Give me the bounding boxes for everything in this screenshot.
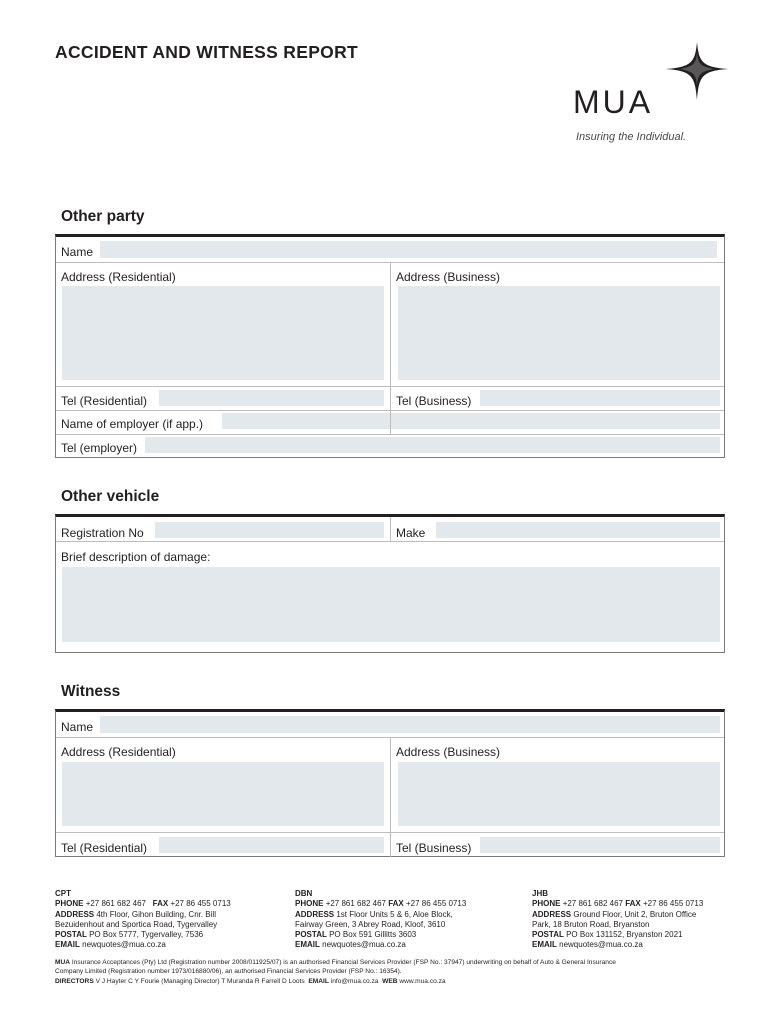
section-title-witness: Witness — [61, 683, 121, 700]
registration-label: Registration No — [61, 526, 144, 540]
registration-number-field[interactable] — [155, 522, 384, 538]
witness-address-residential-label: Address (Residential) — [61, 745, 176, 759]
damage-description-label: Brief description of damage: — [61, 550, 211, 564]
witness-address-business-field[interactable] — [398, 762, 720, 826]
witness-address-residential-field[interactable] — [62, 762, 384, 826]
other-party-address-business-field[interactable] — [398, 286, 720, 380]
witness-tel-residential-field[interactable] — [159, 837, 384, 853]
employer-name-field[interactable] — [222, 413, 720, 429]
info-email-link[interactable]: info@mua.co.za — [330, 977, 379, 985]
employer-tel-field[interactable] — [145, 437, 720, 453]
other-party-tel-residential-field[interactable] — [159, 390, 384, 406]
legal-disclaimer: MUA Insurance Acceptances (Pty) Ltd (Registration number 2008/011925/07) is an authorised Financial Services Provider (FSP No.: 37947) underwriting on behalf of Auto & General Insurance Company Limited (Registration number 1973/016880/06), an authorised Financial Services Provider (FSP No.: 16354). DIRECTORS V J Hayter C Y Fourie (Managing Director) T Muranda R Farrell D Loots EMAIL info@mua.co.za WEB www.mua.co.za — [55, 959, 616, 985]
column-divider — [390, 262, 391, 434]
name-label: Name — [61, 245, 94, 259]
witness-address-business-label: Address (Business) — [396, 745, 501, 759]
employer-name-label: Name of employer (if app.) — [61, 417, 204, 431]
company-logo: MUA — [573, 84, 654, 120]
address-residential-label: Address (Residential) — [61, 270, 176, 284]
jhb-email-link[interactable]: newquotes@mua.co.za — [559, 940, 643, 950]
other-vehicle-section — [55, 514, 725, 653]
website-link[interactable]: www.mua.co.za — [399, 977, 446, 985]
witness-name-field[interactable] — [100, 716, 720, 733]
office-dbn: DBN PHONE +27 861 682 467 FAX +27 86 455 0713 ADDRESS 1st Floor Units 5 & 6, Aloe Block, Fairway Green, 3 Abrey Road, Kloof, 3610 POSTAL PO Box 591 Gillitts 3603 EMAIL newquotes@mua.co.za — [295, 889, 467, 950]
column-divider — [390, 737, 391, 857]
section-title-other-vehicle: Other vehicle — [61, 488, 160, 505]
section-title-other-party: Other party — [61, 208, 145, 225]
tagline: Insuring the Individual. — [576, 131, 687, 143]
damage-description-field[interactable] — [62, 567, 720, 642]
column-divider — [390, 517, 391, 541]
witness-tel-business-field[interactable] — [480, 837, 720, 853]
vehicle-make-field[interactable] — [436, 522, 720, 538]
registration-row — [56, 517, 724, 542]
witness-section — [55, 709, 725, 857]
other-party-address-residential-field[interactable] — [62, 286, 384, 380]
witness-name-row — [56, 712, 724, 738]
address-business-label: Address (Business) — [396, 270, 501, 284]
office-cpt: CPT PHONE +27 861 682 467 FAX +27 86 455 0713 ADDRESS 4th Floor, Gihon Building, Cnr. Bill Bezuidenhout and Sportica Road, Tygervalley POSTAL PO Box 5777, Tygervalley, 7536 EMAIL newquotes@mua.co.za — [55, 889, 231, 950]
other-party-name-field[interactable] — [100, 241, 717, 258]
witness-tel-business-label: Tel (Business) — [396, 841, 472, 855]
tel-business-label: Tel (Business) — [396, 394, 472, 408]
dbn-email-link[interactable]: newquotes@mua.co.za — [322, 940, 406, 950]
make-label: Make — [396, 526, 426, 540]
document-title: ACCIDENT AND WITNESS REPORT — [55, 42, 359, 62]
other-party-section — [55, 234, 725, 458]
tel-residential-label: Tel (Residential) — [61, 394, 148, 408]
office-jhb: JHB PHONE +27 861 682 467 FAX +27 86 455 0713 ADDRESS Ground Floor, Unit 2, Bruton Office Park, 18 Bruton Road, Bryanston POSTAL PO Box 131152, Bryanston 2021 EMAIL newquotes@mua.co.za — [532, 889, 704, 950]
name-row — [56, 237, 724, 263]
other-party-tel-business-field[interactable] — [480, 390, 720, 406]
witness-tel-residential-label: Tel (Residential) — [61, 841, 148, 855]
employer-tel-row — [56, 434, 724, 458]
star-logo-icon — [664, 40, 730, 102]
cpt-email-link[interactable]: newquotes@mua.co.za — [82, 940, 166, 950]
employer-tel-label: Tel (employer) — [61, 441, 138, 455]
witness-name-label: Name — [61, 720, 94, 734]
